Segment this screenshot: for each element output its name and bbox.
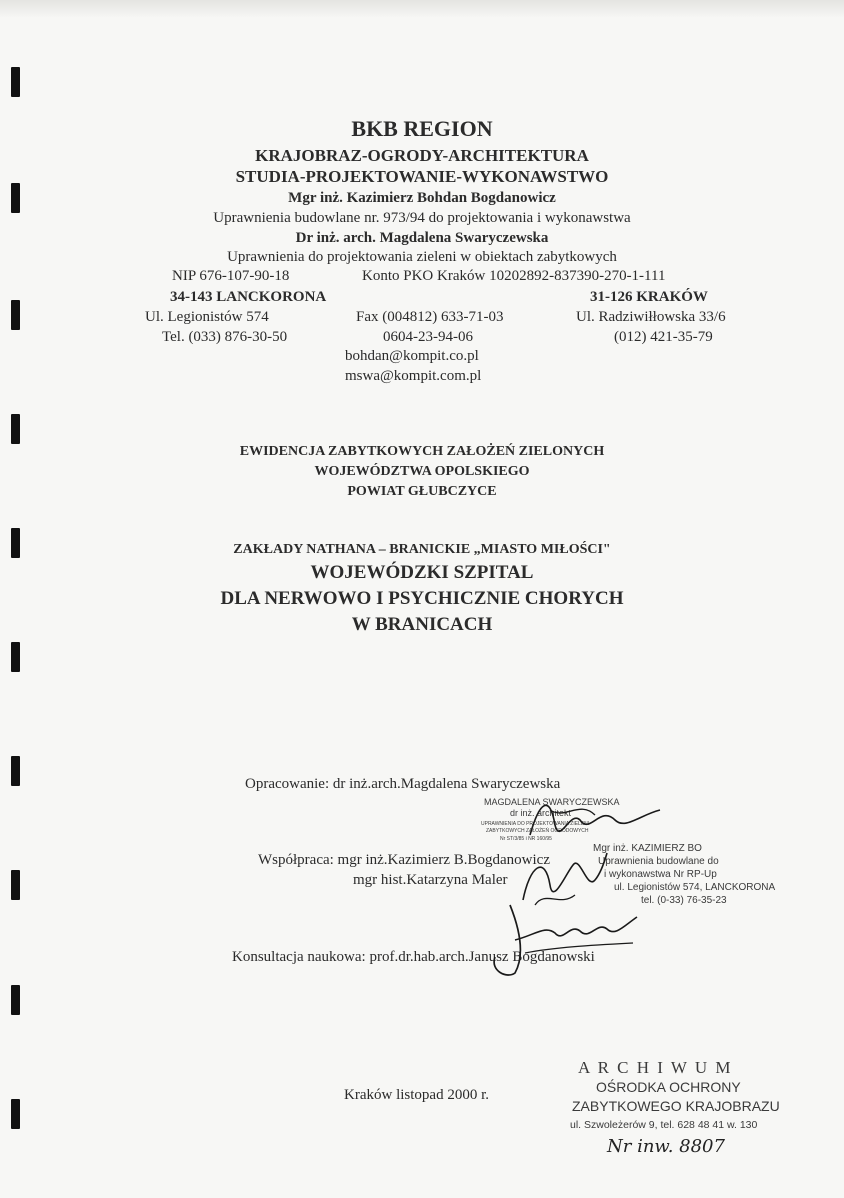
- binder-hole: [11, 756, 20, 786]
- consultation-credit: Konsultacja naukowa: prof.dr.hab.arch.Janusz Bogdanowski: [232, 949, 595, 965]
- subject-line3: POWIAT GŁUBCZYCE: [347, 484, 497, 499]
- stamp-bogdanowicz-line1: Mgr inż. KAZIMIERZ BO: [593, 843, 702, 854]
- company-line2: STUDIA-PROJEKTOWANIE-WYKONAWSTWO: [235, 167, 609, 186]
- binder-hole: [11, 414, 20, 444]
- fax: Fax (004812) 633-71-03: [356, 309, 504, 325]
- left-city: 34-143 LANCKORONA: [170, 289, 327, 305]
- object-line1: ZAKŁADY NATHANA – BRANICKIE „MIASTO MIŁOŚCI": [233, 542, 611, 557]
- subject-line1: EWIDENCJA ZABYTKOWYCH ZAŁOŻEŃ ZIELONYCH: [239, 444, 605, 459]
- inventory-number: Nr inw. 8807: [607, 1136, 725, 1157]
- stamp-bogdanowicz-line4: ul. Legionistów 574, LANCKORONA: [614, 882, 776, 893]
- mobile: 0604-23-94-06: [383, 329, 473, 345]
- stamp-swaryczewska-line4: ZABYTKOWYCH ZAŁOŻEŃ OGRODOWYCH: [486, 828, 589, 834]
- object-line3: DLA NERWOWO I PSYCHICZNIE CHORYCH: [220, 588, 624, 609]
- signature-bogdanowski: [455, 895, 645, 980]
- stamp-bogdanowicz-line5: tel. (0-33) 76-35-23: [641, 895, 727, 906]
- email2: mswa@kompit.com.pl: [345, 368, 482, 384]
- cooperation-credit-2: mgr hist.Katarzyna Maler: [353, 872, 508, 888]
- stamp-swaryczewska-line1: MAGDALENA SWARYCZEWSKA: [484, 797, 620, 807]
- company-line1: KRAJOBRAZ-OGRODY-ARCHITEKTURA: [255, 146, 589, 165]
- left-tel: Tel. (033) 876-30-50: [162, 329, 288, 345]
- binder-hole: [11, 870, 20, 900]
- author-credit: Opracowanie: dr inż.arch.Magdalena Swaryczewska: [245, 776, 561, 792]
- place-and-date: Kraków listopad 2000 r.: [344, 1087, 489, 1103]
- binder-hole: [11, 985, 20, 1015]
- stamp-swaryczewska-line3: UPRAWNIENIA DO PROJEKTOWANIA ZIELENI: [481, 821, 590, 827]
- bank-account: Konto PKO Kraków 10202892-837390-270-1-111: [362, 268, 666, 284]
- stamp-bogdanowicz-line2: Uprawnienia budowlane do: [598, 856, 719, 867]
- stamp-swaryczewska-line5: Nr ST/3/85 i NR 160/95: [500, 836, 552, 842]
- right-city: 31-126 KRAKÓW: [590, 289, 708, 305]
- left-street: Ul. Legionistów 574: [145, 309, 269, 325]
- company-name: BKB REGION: [351, 116, 493, 141]
- binder-hole: [11, 1099, 20, 1129]
- binder-hole: [11, 642, 20, 672]
- scan-edge: [0, 0, 844, 18]
- cooperation-credit: Współpraca: mgr inż.Kazimierz B.Bogdanowicz: [258, 852, 550, 868]
- binder-hole: [11, 67, 20, 97]
- right-street: Ul. Radziwiłłowska 33/6: [576, 309, 726, 325]
- archive-stamp-title: A R C H I W U M: [578, 1058, 733, 1077]
- nip: NIP 676-107-90-18: [172, 268, 290, 284]
- archive-stamp-line2: ZABYTKOWEGO KRAJOBRAZU: [572, 1098, 780, 1114]
- object-line2: WOJEWÓDZKI SZPITAL: [310, 562, 534, 583]
- archive-stamp-line3: ul. Szwoleżerów 9, tel. 628 48 41 w. 130: [570, 1119, 758, 1131]
- stamp-swaryczewska-line2: dr inż. architekt: [510, 808, 572, 818]
- right-tel: (012) 421-35-79: [614, 329, 713, 345]
- signature-swaryczewska: [520, 790, 670, 850]
- person2: Dr inż. arch. Magdalena Swaryczewska: [295, 230, 549, 246]
- license2: Uprawnienia do projektowania zieleni w obiektach zabytkowych: [227, 249, 617, 265]
- subject-line2: WOJEWÓDZTWA OPOLSKIEGO: [314, 464, 530, 479]
- binder-hole: [11, 300, 20, 330]
- object-line4: W BRANICACH: [351, 614, 493, 635]
- stamp-bogdanowicz-line3: i wykonawstwa Nr RP-Up: [604, 869, 717, 880]
- archive-stamp-line1: OŚRODKA OCHRONY: [596, 1079, 741, 1095]
- license1: Uprawnienia budowlane nr. 973/94 do projektowania i wykonawstwa: [213, 210, 631, 226]
- email1: bohdan@kompit.co.pl: [345, 348, 479, 364]
- person1: Mgr inż. Kazimierz Bohdan Bogdanowicz: [288, 190, 556, 206]
